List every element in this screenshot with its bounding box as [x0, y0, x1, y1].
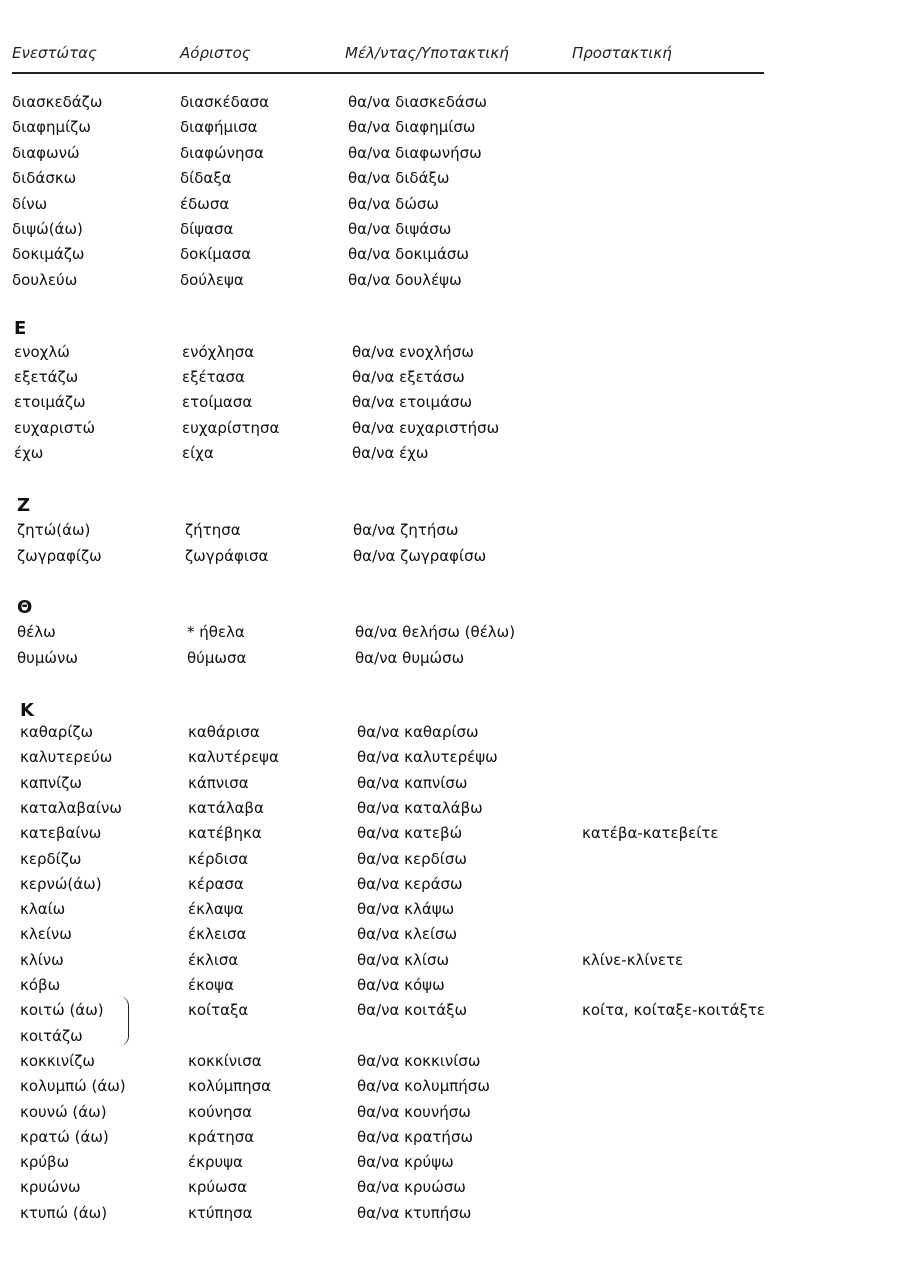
- verb-row: [0, 1077, 909, 1101]
- cell-aorist: εξέτασα: [182, 368, 245, 386]
- cell-aorist: καθάρισα: [188, 723, 260, 741]
- cell-future: θα/να κόψω: [357, 976, 445, 994]
- brace-mark: [118, 996, 129, 1046]
- section-letter: Ε: [14, 318, 27, 339]
- cell-aorist: κράτησα: [188, 1128, 255, 1146]
- verb-row: [0, 976, 909, 1000]
- verb-row: [0, 623, 909, 647]
- cell-aorist: δίδαξα: [180, 169, 232, 187]
- cell-present: κοιτάζω: [20, 1027, 83, 1045]
- section-letter: Θ: [17, 597, 33, 618]
- cell-present: καταλαβαίνω: [20, 799, 122, 817]
- cell-future: θα/να κλίσω: [357, 951, 450, 969]
- cell-aorist: κατάλαβα: [188, 799, 264, 817]
- verb-row: [0, 1128, 909, 1152]
- verb-row: [0, 1204, 909, 1228]
- cell-future: θα/να κλάψω: [357, 900, 455, 918]
- verb-row: [0, 547, 909, 571]
- cell-future: θα/να ετοιμάσω: [352, 393, 473, 411]
- cell-aorist: κτύπησα: [188, 1204, 253, 1222]
- cell-aorist: κοκκίνισα: [188, 1052, 262, 1070]
- cell-future: θα/να δουλέψω: [348, 271, 462, 289]
- cell-aorist: ετοίμασα: [182, 393, 253, 411]
- cell-present: κατεβαίνω: [20, 824, 102, 842]
- cell-present: κρυώνω: [20, 1178, 81, 1196]
- verb-row: [0, 195, 909, 219]
- cell-present: ετοιμάζω: [14, 393, 86, 411]
- verb-row: [0, 748, 909, 772]
- cell-future: θα/να κατεβώ: [357, 824, 463, 842]
- verb-row: [0, 245, 909, 269]
- cell-future: θα/να κοκκινίσω: [357, 1052, 481, 1070]
- verb-row: [0, 799, 909, 823]
- verb-row: [0, 824, 909, 848]
- cell-aorist: διαφώνησα: [180, 144, 264, 162]
- cell-imperative: κατέβα-κατεβείτε: [582, 824, 719, 842]
- verb-row: [0, 93, 909, 117]
- header-aorist: Αόριστος: [180, 44, 251, 62]
- cell-present: ευχαριστώ: [14, 419, 96, 437]
- verb-row: [0, 144, 909, 168]
- verb-row: [0, 649, 909, 673]
- cell-present: κλαίω: [20, 900, 66, 918]
- verb-row: [0, 1052, 909, 1076]
- cell-aorist: κάπνισα: [188, 774, 249, 792]
- cell-present: διασκεδάζω: [12, 93, 103, 111]
- cell-present: κλείνω: [20, 925, 72, 943]
- cell-future: θα/να κρυώσω: [357, 1178, 466, 1196]
- cell-aorist: κρύωσα: [188, 1178, 247, 1196]
- column-headers: [0, 44, 909, 68]
- cell-future: θα/να δοκιμάσω: [348, 245, 469, 263]
- cell-future: θα/να διαφωνήσω: [348, 144, 482, 162]
- cell-present: θυμώνω: [17, 649, 78, 667]
- cell-present: εξετάζω: [14, 368, 79, 386]
- cell-aorist: κούνησα: [188, 1103, 252, 1121]
- cell-aorist: διαφήμισα: [180, 118, 258, 136]
- cell-present: ζητώ(άω): [17, 521, 91, 539]
- verb-row: [0, 521, 909, 545]
- verb-row: [0, 925, 909, 949]
- cell-aorist: ζωγράφισα: [185, 547, 269, 565]
- cell-aorist: κολύμπησα: [188, 1077, 272, 1095]
- verb-row: [0, 271, 909, 295]
- cell-future: θα/να κολυμπήσω: [357, 1077, 490, 1095]
- verb-row: [0, 169, 909, 193]
- cell-future: θα/να διαφημίσω: [348, 118, 476, 136]
- cell-future: θα/να κοιτάξω: [357, 1001, 468, 1019]
- verb-row: [0, 1153, 909, 1177]
- cell-future: θα/να θελήσω (θέλω): [355, 623, 516, 641]
- cell-present: κρατώ (άω): [20, 1128, 109, 1146]
- verb-row: [0, 1103, 909, 1127]
- cell-aorist: ευχαρίστησα: [182, 419, 280, 437]
- cell-present: διψώ(άω): [12, 220, 83, 238]
- cell-future: θα/να κουνήσω: [357, 1103, 471, 1121]
- cell-present: ζωγραφίζω: [17, 547, 102, 565]
- cell-aorist: κοίταξα: [188, 1001, 249, 1019]
- cell-present: κερδίζω: [20, 850, 82, 868]
- cell-present: καπνίζω: [20, 774, 82, 792]
- cell-aorist: θύμωσα: [187, 649, 247, 667]
- verb-row: [0, 723, 909, 747]
- cell-present: κολυμπώ (άω): [20, 1077, 126, 1095]
- cell-aorist: δούλεψα: [180, 271, 244, 289]
- cell-present: διαφωνώ: [12, 144, 80, 162]
- cell-future: θα/να ζητήσω: [353, 521, 459, 539]
- header-rule: [12, 72, 764, 74]
- cell-aorist: είχα: [182, 444, 214, 462]
- cell-aorist: κέρασα: [188, 875, 244, 893]
- cell-present: κλίνω: [20, 951, 64, 969]
- verb-row: [0, 393, 909, 417]
- cell-future: θα/να δώσω: [348, 195, 439, 213]
- cell-present: καθαρίζω: [20, 723, 94, 741]
- cell-aorist: έκλεισα: [188, 925, 247, 943]
- cell-present: κερνώ(άω): [20, 875, 102, 893]
- verb-row: [0, 1178, 909, 1202]
- cell-aorist: έκλισα: [188, 951, 239, 969]
- cell-future: θα/να εξετάσω: [352, 368, 465, 386]
- header-present: Ενεστώτας: [12, 44, 97, 62]
- section-letter: Ζ: [17, 495, 31, 516]
- verb-row: [0, 850, 909, 874]
- verb-row: [0, 220, 909, 244]
- cell-aorist: διασκέδασα: [180, 93, 270, 111]
- cell-aorist: κατέβηκα: [188, 824, 262, 842]
- cell-present: κρύβω: [20, 1153, 70, 1171]
- cell-future: θα/να κλείσω: [357, 925, 458, 943]
- cell-present: διαφημίζω: [12, 118, 91, 136]
- header-future-subjunctive: Μέλ/ντας/Υποτακτική: [345, 44, 509, 62]
- cell-future: θα/να διασκεδάσω: [348, 93, 487, 111]
- cell-aorist: έκλαψα: [188, 900, 244, 918]
- cell-aorist: έκρυψα: [188, 1153, 243, 1171]
- cell-present: θέλω: [17, 623, 56, 641]
- cell-future: θα/να ευχαριστήσω: [352, 419, 500, 437]
- cell-present: κόβω: [20, 976, 61, 994]
- cell-future: θα/να ζωγραφίσω: [353, 547, 487, 565]
- verb-row: [0, 1027, 909, 1051]
- verb-row: [0, 1001, 909, 1025]
- verb-row: [0, 343, 909, 367]
- verb-row: [0, 419, 909, 443]
- cell-future: θα/να καταλάβω: [357, 799, 483, 817]
- cell-present: διδάσκω: [12, 169, 77, 187]
- cell-future: θα/να καθαρίσω: [357, 723, 479, 741]
- cell-future: θα/να κτυπήσω: [357, 1204, 472, 1222]
- cell-future: θα/να καπνίσω: [357, 774, 468, 792]
- cell-present: δουλεύω: [12, 271, 78, 289]
- cell-future: θα/να θυμώσω: [355, 649, 465, 667]
- cell-imperative: κοίτα, κοίταξε-κοιτάξτε: [582, 1001, 765, 1019]
- cell-future: θα/να κερδίσω: [357, 850, 467, 868]
- cell-future: θα/να καλυτερέψω: [357, 748, 498, 766]
- cell-present: δοκιμάζω: [12, 245, 85, 263]
- cell-aorist: ενόχλησα: [182, 343, 255, 361]
- cell-present: έχω: [14, 444, 44, 462]
- cell-future: θα/να έχω: [352, 444, 429, 462]
- section-letter: Κ: [20, 700, 34, 721]
- verb-row: [0, 368, 909, 392]
- cell-future: θα/να ενοχλήσω: [352, 343, 474, 361]
- cell-imperative: κλίνε-κλίνετε: [582, 951, 684, 969]
- verb-row: [0, 951, 909, 975]
- verb-row: [0, 900, 909, 924]
- cell-aorist: * ήθελα: [187, 623, 245, 641]
- cell-future: θα/να κεράσω: [357, 875, 463, 893]
- verb-row: [0, 444, 909, 468]
- cell-aorist: έδωσα: [180, 195, 230, 213]
- cell-aorist: δίψασα: [180, 220, 234, 238]
- cell-present: ενοχλώ: [14, 343, 70, 361]
- cell-present: καλυτερεύω: [20, 748, 113, 766]
- cell-future: θα/να κρατήσω: [357, 1128, 474, 1146]
- cell-aorist: ζήτησα: [185, 521, 241, 539]
- cell-aorist: έκοψα: [188, 976, 234, 994]
- verb-row: [0, 118, 909, 142]
- cell-present: κτυπώ (άω): [20, 1204, 108, 1222]
- header-imperative: Προστακτική: [572, 44, 672, 62]
- cell-present: δίνω: [12, 195, 48, 213]
- cell-future: θα/να διδάξω: [348, 169, 450, 187]
- cell-future: θα/να διψάσω: [348, 220, 452, 238]
- verb-row: [0, 875, 909, 899]
- cell-future: θα/να κρύψω: [357, 1153, 454, 1171]
- cell-aorist: κέρδισα: [188, 850, 249, 868]
- cell-aorist: καλυτέρεψα: [188, 748, 279, 766]
- cell-present: κοκκινίζω: [20, 1052, 95, 1070]
- verb-row: [0, 774, 909, 798]
- cell-aorist: δοκίμασα: [180, 245, 252, 263]
- cell-present: κουνώ (άω): [20, 1103, 107, 1121]
- cell-present: κοιτώ (άω): [20, 1001, 104, 1019]
